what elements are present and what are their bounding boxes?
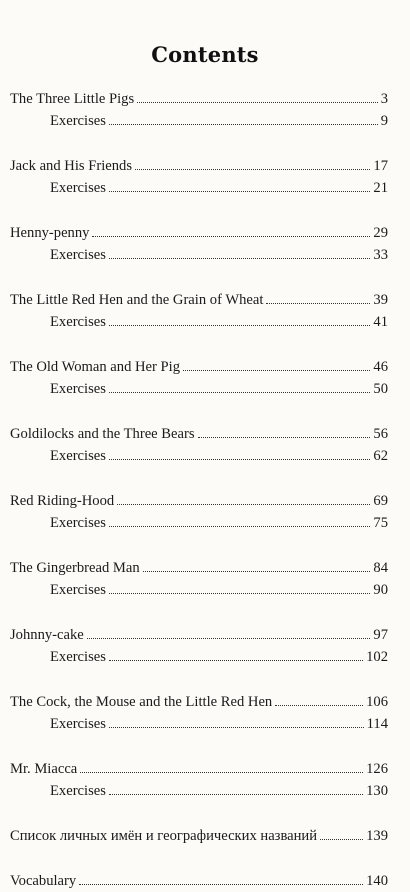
toc-page-number: 62 xyxy=(373,448,388,464)
toc-page-number: 9 xyxy=(380,113,388,129)
toc-entry[interactable] xyxy=(10,691,388,713)
toc-subentry[interactable] xyxy=(10,646,388,668)
toc-entry-label: Exercises xyxy=(50,247,106,263)
entry-spacer xyxy=(10,802,388,825)
toc-entry-label: Vocabulary xyxy=(10,873,77,889)
dot-leader xyxy=(143,571,371,572)
toc-subentry[interactable] xyxy=(10,110,388,132)
dot-leader xyxy=(109,727,364,728)
entry-spacer xyxy=(10,266,388,289)
entry-spacer xyxy=(10,400,388,423)
toc-page-number: 50 xyxy=(373,381,388,397)
toc-entry-label: Henny-penny xyxy=(10,225,90,241)
toc-entry-label: Exercises xyxy=(50,314,106,330)
toc-entry-label: Список личных имён и географических названий xyxy=(10,828,318,844)
toc-entry-label: Exercises xyxy=(50,783,106,799)
dot-leader xyxy=(198,437,371,438)
dot-leader xyxy=(109,459,370,460)
entry-spacer xyxy=(10,735,388,758)
toc-subentry[interactable] xyxy=(10,512,388,534)
toc-entry-label: Mr. Miacca xyxy=(10,761,78,777)
toc-entry-label: Exercises xyxy=(50,649,106,665)
toc-entry-label: Johnny-cake xyxy=(10,627,84,643)
dot-leader xyxy=(109,660,363,661)
toc-page-number: 114 xyxy=(366,716,388,732)
toc-page-number: 102 xyxy=(366,649,388,665)
toc-entry-label: Exercises xyxy=(50,582,106,598)
toc-entry[interactable] xyxy=(10,155,388,177)
dot-leader xyxy=(87,638,371,639)
toc-entry-label: Goldilocks and the Three Bears xyxy=(10,426,195,442)
toc-subentry[interactable] xyxy=(10,780,388,802)
entry-spacer xyxy=(10,601,388,624)
toc-entry-label: Exercises xyxy=(50,113,106,129)
toc-page-number: 84 xyxy=(373,560,388,576)
toc-subentry[interactable] xyxy=(10,177,388,199)
entry-spacer xyxy=(10,847,388,870)
entry-spacer xyxy=(10,467,388,490)
dot-leader xyxy=(109,124,378,125)
table-of-contents xyxy=(10,88,388,892)
toc-subentry[interactable] xyxy=(10,244,388,266)
toc-entry-label: Exercises xyxy=(50,716,106,732)
entry-spacer xyxy=(10,668,388,691)
toc-entry[interactable] xyxy=(10,624,388,646)
toc-entry-label: Exercises xyxy=(50,381,106,397)
toc-entry[interactable] xyxy=(10,490,388,512)
toc-entry[interactable] xyxy=(10,423,388,445)
toc-entry[interactable] xyxy=(10,88,388,110)
dot-leader xyxy=(135,169,370,170)
toc-subentry[interactable] xyxy=(10,445,388,467)
toc-entry-label: The Little Red Hen and the Grain of Wheat xyxy=(10,292,264,308)
toc-page-number: 41 xyxy=(373,314,388,330)
toc-page-number: 69 xyxy=(373,493,388,509)
toc-entry-label: The Cock, the Mouse and the Little Red Hen xyxy=(10,694,273,710)
toc-entry-label: Jack and His Friends xyxy=(10,158,133,174)
dot-leader xyxy=(275,705,363,706)
toc-subentry[interactable] xyxy=(10,713,388,735)
entry-spacer xyxy=(10,333,388,356)
toc-page-number: 3 xyxy=(380,91,388,107)
toc-page-number: 139 xyxy=(366,828,388,844)
toc-page-number: 21 xyxy=(373,180,388,196)
toc-entry-label: Exercises xyxy=(50,448,106,464)
dot-leader xyxy=(109,258,370,259)
toc-page-number: 33 xyxy=(373,247,388,263)
dot-leader xyxy=(109,526,370,527)
toc-subentry[interactable] xyxy=(10,311,388,333)
toc-entry[interactable] xyxy=(10,870,388,892)
dot-leader xyxy=(79,884,363,885)
toc-page-number: 97 xyxy=(373,627,388,643)
toc-entry-label: Exercises xyxy=(50,180,106,196)
toc-entry[interactable] xyxy=(10,825,388,847)
toc-page-number: 39 xyxy=(373,292,388,308)
toc-page-number: 126 xyxy=(366,761,388,777)
dot-leader xyxy=(109,392,370,393)
toc-entry-label: The Gingerbread Man xyxy=(10,560,140,576)
toc-page-number: 75 xyxy=(373,515,388,531)
toc-page-number: 106 xyxy=(366,694,388,710)
dot-leader xyxy=(109,191,370,192)
toc-entry[interactable] xyxy=(10,222,388,244)
dot-leader xyxy=(92,236,370,237)
dot-leader xyxy=(117,504,370,505)
dot-leader xyxy=(320,839,363,840)
toc-entry[interactable] xyxy=(10,356,388,378)
dot-leader xyxy=(109,794,363,795)
toc-page-number: 90 xyxy=(373,582,388,598)
toc-entry-label: The Three Little Pigs xyxy=(10,91,135,107)
entry-spacer xyxy=(10,132,388,155)
dot-leader xyxy=(109,325,370,326)
toc-entry-label: The Old Woman and Her Pig xyxy=(10,359,181,375)
toc-entry[interactable] xyxy=(10,758,388,780)
toc-entry[interactable] xyxy=(10,289,388,311)
toc-page-number: 29 xyxy=(373,225,388,241)
toc-subentry[interactable] xyxy=(10,378,388,400)
dot-leader xyxy=(183,370,370,371)
toc-page-number: 140 xyxy=(366,873,388,889)
toc-page-number: 130 xyxy=(366,783,388,799)
toc-page-number: 56 xyxy=(373,426,388,442)
dot-leader xyxy=(266,303,370,304)
toc-page-number: 46 xyxy=(373,359,388,375)
entry-spacer xyxy=(10,534,388,557)
toc-entry-label: Red Riding-Hood xyxy=(10,493,115,509)
toc-entry[interactable] xyxy=(10,557,388,579)
page-title: Contents xyxy=(151,42,259,67)
dot-leader xyxy=(109,593,370,594)
dot-leader xyxy=(137,102,378,103)
dot-leader xyxy=(80,772,363,773)
entry-spacer xyxy=(10,199,388,222)
toc-page-number: 17 xyxy=(373,158,388,174)
toc-entry-label: Exercises xyxy=(50,515,106,531)
toc-subentry[interactable] xyxy=(10,579,388,601)
